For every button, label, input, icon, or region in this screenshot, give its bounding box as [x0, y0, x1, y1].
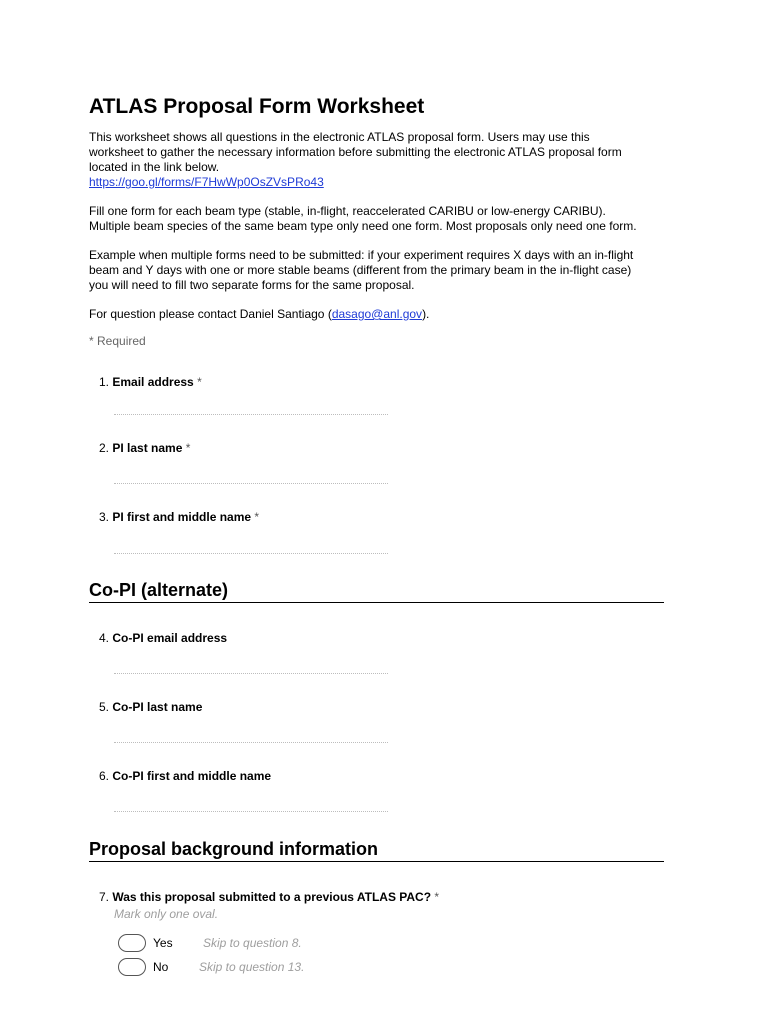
- worksheet-page: [89, 94, 664, 974]
- section-title-background: Proposal background information: [89, 838, 664, 862]
- mark-one-hint: Mark only one oval.: [114, 907, 219, 921]
- contact-email-link[interactable]: dasago@anl.gov: [331, 307, 423, 321]
- question-label: PI first and middle name: [112, 510, 252, 524]
- question-copi-last-name: [99, 700, 202, 715]
- question-number: 5.: [99, 700, 110, 714]
- intro-line-3: located in the link below.: [89, 160, 220, 174]
- contact-prefix: For question please contact Daniel Santiago (: [89, 307, 332, 321]
- question-pi-last-name: [99, 441, 190, 456]
- skip-number: 13.: [287, 960, 305, 974]
- example-line-1: Example when multiple forms need to be submitted: if your experiment requires X days with an in-flight: [89, 248, 634, 262]
- skip-text: Skip to question: [203, 936, 289, 950]
- skip-instruction: [199, 958, 304, 976]
- radio-oval-yes[interactable]: [118, 934, 146, 952]
- question-label: Co-PI first and middle name: [112, 769, 272, 783]
- contact-suffix: ).: [422, 307, 430, 321]
- intro-line-2: worksheet to gather the necessary information before submitting the electronic ATLAS proposal form: [89, 145, 622, 159]
- example-line-3: you will need to fill two separate forms for the same proposal.: [89, 278, 415, 292]
- option-label: Yes: [153, 936, 173, 950]
- question-number: 1.: [99, 375, 110, 389]
- form-link[interactable]: https://goo.gl/forms/F7HwWp0OsZVsPRo43: [89, 175, 324, 189]
- skip-text: Skip to question: [199, 960, 285, 974]
- question-label: Email address: [112, 375, 194, 389]
- question-number: 6.: [99, 769, 110, 783]
- copi-email-field[interactable]: [114, 673, 388, 674]
- required-star: *: [434, 890, 440, 904]
- question-previous-pac: [99, 890, 439, 905]
- contact-paragraph: [89, 307, 664, 322]
- copi-last-name-field[interactable]: [114, 742, 388, 743]
- email-field[interactable]: [114, 414, 388, 415]
- page-title: ATLAS Proposal Form Worksheet: [89, 95, 425, 118]
- question-email: [99, 375, 202, 390]
- skip-instruction: [203, 934, 302, 952]
- required-note: * Required: [89, 334, 146, 348]
- example-paragraph: [89, 248, 664, 293]
- question-number: 7.: [99, 890, 110, 904]
- required-star: *: [254, 510, 260, 524]
- required-star: *: [185, 441, 191, 455]
- question-copi-first-name: [99, 769, 271, 784]
- intro-line-1: This worksheet shows all questions in the electronic ATLAS proposal form. Users may use this: [89, 130, 590, 144]
- question-pi-first-name: [99, 510, 259, 525]
- option-label: No: [153, 960, 169, 974]
- radio-oval-no[interactable]: [118, 958, 146, 976]
- question-copi-email: [99, 631, 227, 646]
- question-label: Co-PI email address: [112, 631, 228, 645]
- question-number: 2.: [99, 441, 110, 455]
- beam-line-1: Fill one form for each beam type (stable, in-flight, reaccelerated CARIBU or low-energy CARIBU).: [89, 204, 606, 218]
- question-label: Co-PI last name: [112, 700, 203, 714]
- question-number: 3.: [99, 510, 110, 524]
- question-number: 4.: [99, 631, 110, 645]
- question-label: PI last name: [112, 441, 183, 455]
- pi-last-name-field[interactable]: [114, 483, 388, 484]
- beam-line-2: Multiple beam species of the same beam type only need one form. Most proposals only need one form.: [89, 219, 637, 233]
- required-star: *: [197, 375, 202, 389]
- pi-first-name-field[interactable]: [114, 553, 388, 554]
- example-line-2: beam and Y days with one or more stable beams (different from the primary beam in the in-flight case): [89, 263, 632, 277]
- copi-first-name-field[interactable]: [114, 811, 388, 812]
- question-label: Was this proposal submitted to a previous ATLAS PAC?: [112, 890, 432, 904]
- beam-type-paragraph: [89, 204, 664, 234]
- skip-number: 8.: [291, 936, 302, 950]
- intro-paragraph: [89, 130, 664, 190]
- section-title-copi: Co-PI (alternate): [89, 579, 664, 603]
